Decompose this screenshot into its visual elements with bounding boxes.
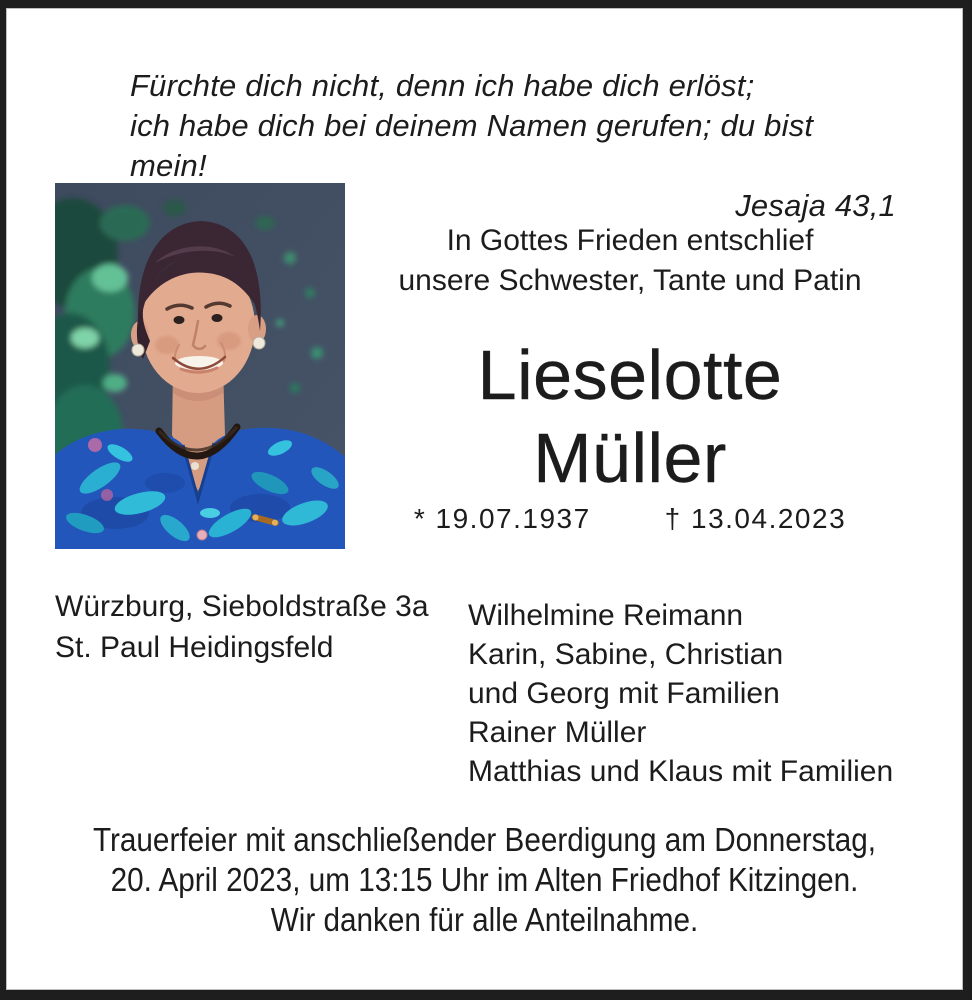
funeral-line-2: 20. April 2023, um 13:15 Uhr im Alten Friedhof Kitzingen. [110, 861, 859, 898]
mourner-line: Rainer Müller [468, 716, 647, 749]
funeral-line-3: Wir danken für alle Anteilnahme. [270, 901, 699, 938]
funeral-details [6, 820, 963, 940]
mourner-line: Karin, Sabine, Christian [468, 638, 784, 671]
address-block [55, 586, 429, 668]
intro-line-1: In Gottes Frieden entschlief [446, 224, 814, 257]
blouse-button [197, 530, 207, 540]
intro-line-2: unsere Schwester, Tante und Patin [398, 264, 862, 297]
portrait-illustration [55, 183, 345, 549]
funeral-line-1: Trauerfeier mit anschließender Beerdigung am Donnerstag, [92, 821, 877, 858]
life-dates [390, 502, 870, 536]
announcement-block [390, 221, 870, 536]
mourner-line: und Georg mit Familien [468, 677, 780, 710]
quote-line-1: Fürchte dich nicht, denn ich habe dich erlöst; [130, 68, 755, 103]
pearl-earring-right [253, 337, 265, 349]
quote-line-2: ich habe dich bei deinem Namen gerufen; du bist mein! [130, 108, 814, 183]
mourners-list [468, 596, 893, 791]
address-line-2: St. Paul Heidingsfeld [55, 631, 334, 664]
mourner-line: Matthias und Klaus mit Familien [468, 755, 894, 788]
birth-date: * 19.07.1937 [413, 503, 591, 534]
intro-text [390, 221, 870, 301]
deceased-last-name: Müller [533, 419, 727, 497]
pearl-earring-left [132, 344, 144, 356]
death-date: † 13.04.2023 [664, 503, 847, 534]
portrait-photo [55, 183, 345, 549]
quote-source: Jesaja 43,1 [735, 188, 896, 223]
mourner-line: Wilhelmine Reimann [468, 599, 744, 632]
deceased-name [390, 334, 870, 500]
address-line-1: Würzburg, Sieboldstraße 3a [55, 590, 429, 623]
deceased-first-name: Lieselotte [477, 336, 783, 414]
